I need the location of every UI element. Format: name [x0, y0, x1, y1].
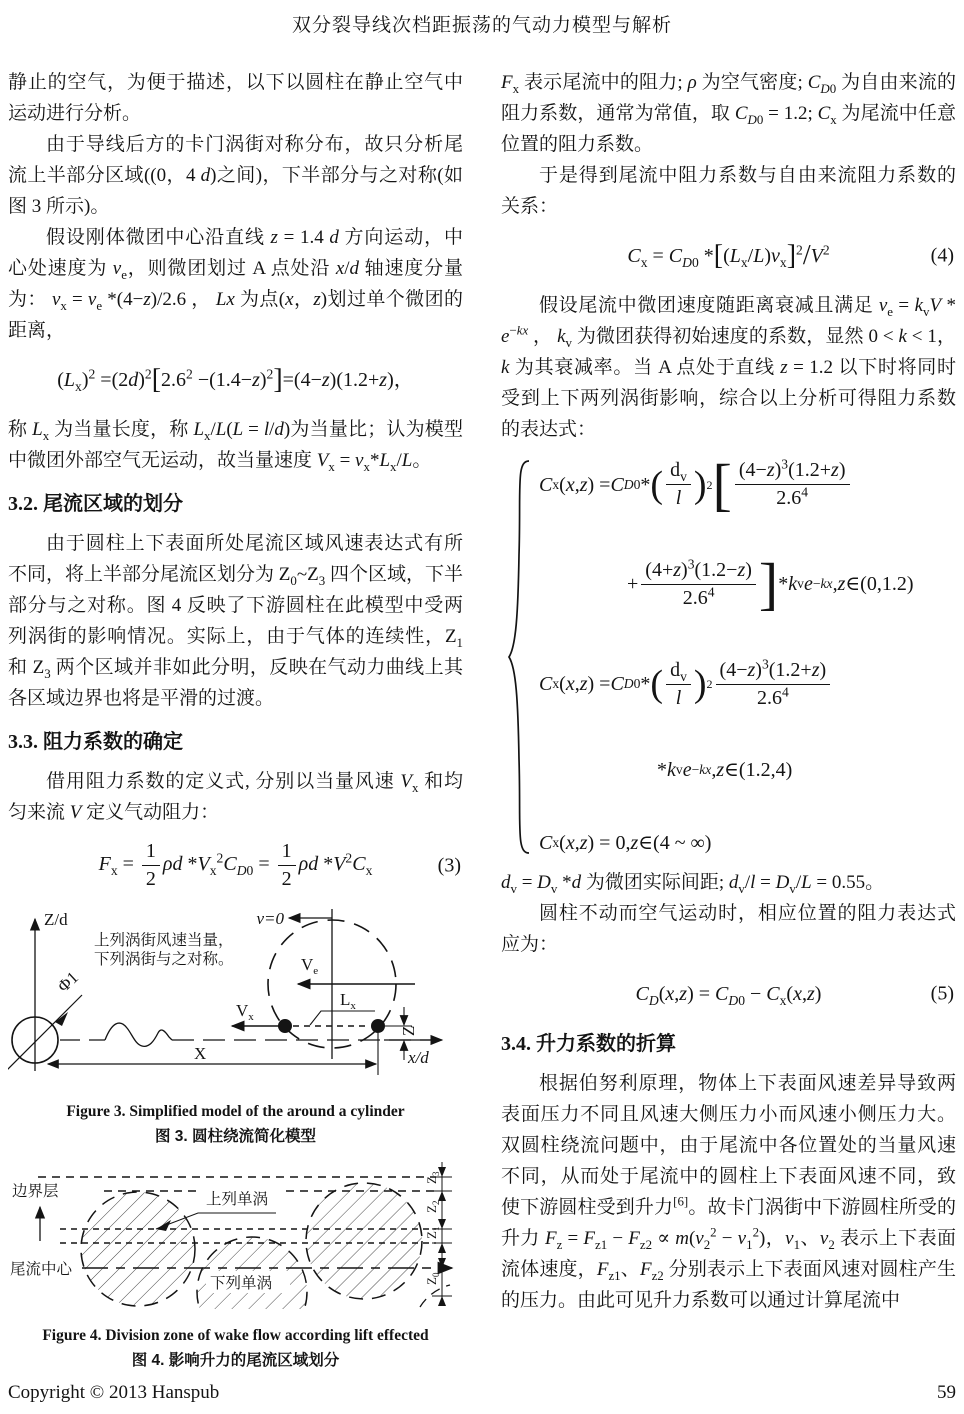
- zone-z1-label: $Z_1$: [424, 1226, 441, 1239]
- equation-number: (4): [930, 244, 954, 267]
- page-number: 59: [937, 1382, 956, 1403]
- section-heading-3-2: 3.2. 尾流区域的划分: [8, 493, 183, 515]
- figure-3-diagram: [8, 903, 463, 1085]
- wake-squiggle: [105, 1023, 172, 1046]
- boundary-layer-label: 边界层: [12, 1183, 59, 1200]
- figure-4-caption-en: Figure 4. Division zone of wake flow according lift effected: [42, 1327, 429, 1344]
- equation-body: $C_x = C_{D0}$ $*[(L_x/L)v_x]^2/V^2$: [627, 239, 830, 271]
- zd-axis-label: Z/d: [44, 910, 68, 929]
- paragraph: $F_x$ 表示尾流中的阻力; ρ 为空气密度; $C_{D0}$ 为自由来流的阻力系数，通常为常值，取 $C_{D0} = 1.2$; $C_x$ 为尾流中任意位置的阻力系数。: [501, 72, 957, 155]
- paragraph: 圆柱不动而空气运动时，相应位置的阻力表达式应为：: [501, 903, 956, 955]
- equation-5: [501, 972, 956, 1016]
- micro-volume-dot-left: [278, 1019, 292, 1033]
- figure-3-caption-en: Figure 3. Simplified model of the around a cylinder: [66, 1103, 405, 1120]
- figure-4-caption-zh: 图 4. 影响升力的尾流区域划分: [131, 1352, 340, 1369]
- note-line1: 上列涡街风速当量，: [94, 932, 234, 949]
- x-dimension-label: X: [194, 1044, 207, 1063]
- phi1-label: Φ1: [53, 967, 83, 996]
- lower-vortex-label: 下列单涡: [210, 1275, 273, 1292]
- equation-body: $C_D(x,z) = C_{D0} - C_x(x,z)$: [635, 982, 822, 1008]
- vx-label: $V_x$: [236, 1001, 254, 1023]
- note-line2: 下列涡街与之对称。: [94, 951, 234, 968]
- case-2-line-2: * k v e −kx , z ∈(1.2,4): [657, 759, 793, 782]
- case-1-line-1: C x ( x , z ) = C D0 * ( $d_v$ l ) 2 [ $(4-z)^3(1.2+z)$ $2.6^4$: [539, 459, 914, 510]
- v0-label: v=0: [256, 909, 284, 928]
- figure-4: [8, 1159, 463, 1373]
- equation-number: (3): [437, 854, 461, 876]
- zone-z3-label: $Z_3$: [424, 1171, 441, 1184]
- equation-4: [501, 234, 956, 278]
- paragraph: $d_v = D_v$ *d 为微团实际间距; $d_v/l = D_v/L = 0.55$。: [501, 872, 885, 896]
- paragraph: 借用阻力系数的定义式, 分别以当量风速 $V_x$ 和均匀来流 V 定义气动阻力：: [8, 771, 463, 823]
- figure-3: [8, 903, 463, 1149]
- paragraph: 由于导线后方的卡门涡街对称分布，故只分析尾流上半部分区域((0，4 d)之间)，下半部分与之对称(如图 3 所示)。: [8, 134, 464, 217]
- paragraph: 根据伯努利原理，物体上下表面风速差异导致两表面压力不同且风速大侧压力小而风速小侧压力大。双圆柱绕流问题中，由于尾流中各位置处的当量风速不同，从而处于尾流中的圆柱上下表面风速不同，致使下游圆柱受到升力[6]。故卡门涡街中下游圆柱所受的升力 $F_z = F_{z1} - F_{z2} \propto m(v_2^2 - v_1^2)$，$v_1$、$v_2$ 表示上下表面流体速度，$F_{z1}$、$F_{z2}$ 分别表示上下表面风速对圆柱产生的压力。由此可见升力系数可以通过计算尾流中: [501, 1073, 957, 1311]
- equation-body: $(L_x)^2 =(2d)^2[2.6^2 -(1.4-z)^2]=(4-z)(1.2+z)$，: [57, 363, 414, 395]
- lx-leader-line: [310, 1011, 375, 1025]
- equation-number: (5): [930, 982, 954, 1005]
- upper-vortex-label: 上列单涡: [206, 1191, 269, 1208]
- left-brace: [507, 459, 531, 855]
- section-heading-3-3: 3.3. 阻力系数的确定: [8, 731, 183, 753]
- two-column-body: [8, 67, 956, 1377]
- paragraph: 假设刚体微团中心沿直线 z = 1.4 d 方向运动，中心处速度为 $v_e$，则微团划过 A 点处沿 x/d 轴速度分量为： $v_x = v_e$ *(4−z)/2.6 ， Lx 为点(x，z)划过单个微团的距离，: [8, 227, 463, 341]
- ve-label: $V_e$: [301, 955, 319, 977]
- z-dim-label: Z: [399, 1025, 418, 1036]
- copyright-text: Copyright © 2013 Hanspub: [8, 1382, 220, 1403]
- case-3-line: C x ( x , z ) = 0, z ∈(4 ~ ∞): [539, 832, 712, 854]
- xd-axis-label: x/d: [408, 1048, 429, 1067]
- equation-lx: [8, 358, 463, 402]
- section-heading-3-4: 3.4. 升力系数的折算: [501, 1033, 676, 1055]
- upper-vortex-left-circle: [81, 1192, 195, 1306]
- wake-center-label: 尾流中心: [10, 1261, 73, 1278]
- figure-3-caption-zh: 图 3. 圆柱绕流简化模型: [154, 1128, 317, 1145]
- diameter-arrowhead: [55, 1012, 68, 1026]
- upper-vortex-right-circle: [306, 1183, 422, 1299]
- case-1-line-2: + $(4+z)^3(1.2-z)$ $2.6^4$ ] * k v e −kx , z ∈(0,1.2): [627, 551, 914, 617]
- left-column: [8, 67, 463, 1377]
- case-lines: [539, 451, 914, 855]
- zone-z2-label: $Z_2$: [424, 1200, 441, 1213]
- page-footer: [8, 1382, 956, 1404]
- equation-3: [8, 840, 463, 891]
- paragraph: 称 $L_x$ 为当量长度，称 $L_x/L(L = l/d)$为当量比；认为模型中微团外部空气无运动，故当量速度 $V_x = v_x*L_x/L$。: [8, 419, 463, 474]
- case-2-line-1: C x ( x , z ) = C D0 * ( $d_v$ l ) 2 $(4-z)^3(1.2+z)$ $2.6^4$: [539, 659, 914, 710]
- paragraph: 静止的空气，为便于描述，以下以圆柱在静止空气中运动进行分析。: [8, 72, 463, 124]
- page-header-title: 双分裂导线次档距振荡的气动力模型与解析: [291, 15, 672, 36]
- micro-volume-dot-right: [371, 1019, 385, 1033]
- drag-coefficient-cases: [507, 451, 956, 855]
- figure-4-diagram: [8, 1159, 463, 1309]
- paragraph: 由于圆柱上下表面所处尾流区域风速表达式有所不同，将上半部分尾流区划分为 $Z_0\sim Z_3$ 四个区域，下半部分与之对称。图 4 反映了下游圆柱在此模型中受两列涡街的影响情况。实际上，由于气体的连续性，$Z_1$ 和 $Z_3$ 两个区域并非如此分明，反映在气动力曲线上其各区域边界也将是平滑的过渡。: [8, 533, 463, 709]
- equation-body: $F_x$ = $\frac{1}{2}$ ρd $*V_x^2C_{D0}$ = $\frac{1}{2}$ ρd $*V^2C_x$: [98, 840, 373, 890]
- right-column: [501, 67, 956, 1377]
- lx-label: $L_x$: [340, 990, 356, 1012]
- paragraph: 假设尾流中微团速度随距离衰减且满足 $v_e = k_vV * e^{-kx}$ ， $k_v$ 为微团获得初始速度的系数，显然 0 < k < 1，k 为其衰减率。当 A 点处于直线 z = 1.2 以下时将同时受到上下两列涡街影响，综合以上分析可得阻力系数的表达式：: [501, 295, 957, 440]
- zone-z0-label: $Z_0$: [424, 1272, 441, 1285]
- paragraph: 于是得到尾流中阻力系数与自由来流阻力系数的关系：: [501, 165, 956, 217]
